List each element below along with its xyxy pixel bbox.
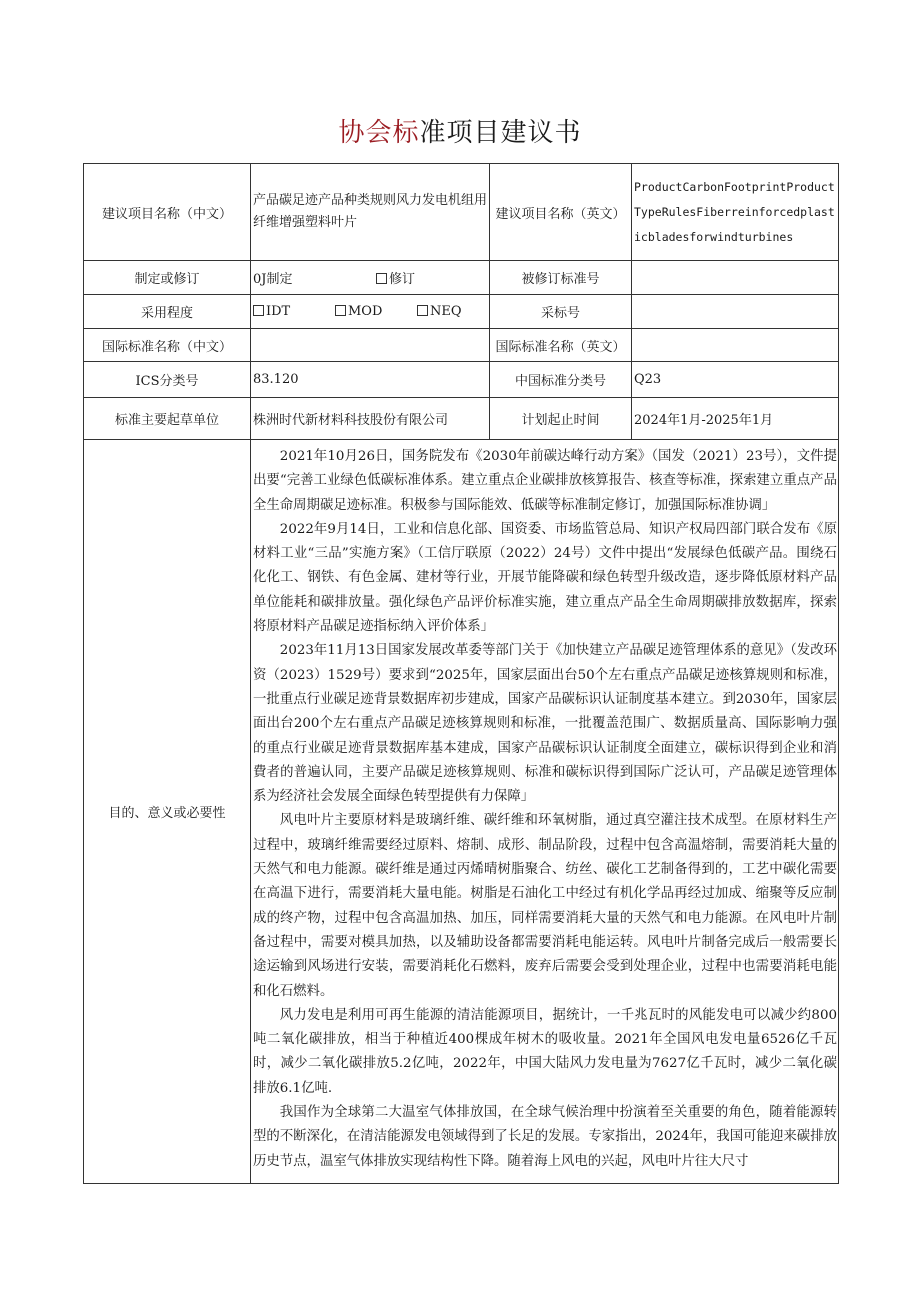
option-mod-label: MOD [348,304,383,319]
value-drafting-unit: 株洲时代新材料科技股份有限公司 [251,398,490,440]
option-neq[interactable] [417,304,462,319]
option-neq-label: NEQ [430,304,462,319]
row-intl-standard [84,329,839,362]
row-purpose [84,440,839,1184]
label-adopted-standard-no: 采标号 [490,295,632,329]
option-revise[interactable] [376,268,415,287]
row-adoption [84,295,839,329]
label-project-name-cn: 建议项目名称（中文） [84,164,251,261]
value-project-name-en: ProductCarbonFootprintProductTypeRulesFiberreinforcedplasticbladesforwindturbines [632,164,839,261]
title-part-2: 准项目建议书 [419,118,582,148]
label-revise: 制定或修订 [84,261,251,295]
label-schedule: 计划起止时间 [490,398,632,440]
value-adoption-options [251,295,490,329]
value-revised-standard-no [632,261,839,295]
purpose-paragraph-4: 风电叶片主要原材料是玻璃纤维、碳纤维和环氧树脂，通过真空灌注技术成型。在原材料生产过程中，玻璃纤维需要经过原料、熔制、成形、制品阶段，过程中包含高温熔制，需要消耗大量的天然气和电力能源。碳纤维是通过丙烯晴树脂聚合、纺丝、碳化工艺制备得到的，工艺中碳化需要在高温下进行，需要消耗大量电能。树脂是石油化工中经过有机化学品再经过加成、缩聚等反应制成的终产物，过程中包含高温加热、加压，同样需要消耗大量的天然气和电力能源。在风电叶片制备过程中，需要对模具加热，以及辅助设备都需要消耗电能运转。风电叶片制备完成后一般需要长途运输到风场进行安装，需要消耗化石燃料，废弃后需要会受到处理企业，过程中也需要消耗电能和化石燃料。 [253,813,837,999]
value-intl-standard-en [632,329,839,362]
purpose-paragraph-2: 2022年9月14日，工业和信息化部、国资委、市场监管总局、知识产权局四部门联合发布《原材料工业“三品”实施方案》（工信厅联原（2022）24号）文件中提出“发展绿色低碳产品。围绕石化化工、钢铁、有色金属、建材等行业，开展节能降碳和绿色转型升级改造，逐步降低原材料产品单位能耗和碳排放量。强化绿色产品评价标准实施，建立重点产品全生命周期碳排放数据库，探索将原材料产品碳足迹指标纳入评价体系」 [253,521,837,635]
purpose-paragraph-6: 我国作为全球第二大温室气体排放国，在全球气候治理中扮演着至关重要的角色，随着能源转型的不断深化，在清洁能源发电领域得到了长足的发展。专家指出，2024年，我国可能迎来碳排放历史节点，温室气体排放实现结构性下降。随着海上风电的兴起，风电叶片往大尺寸 [253,1105,837,1169]
value-project-name-cn: 产品碳足迹产品种类规则风力发电机组用纤维增强塑料叶片 [251,164,490,261]
row-drafting-unit [84,398,839,440]
value-cn-classification: Q23 [632,362,839,398]
page-title [0,112,920,149]
label-cn-classification: 中国标准分类号 [490,362,632,398]
checkbox-revise[interactable] [376,273,387,284]
option-establish[interactable]: 0J制定 [253,272,293,287]
row-project-name [84,164,839,261]
label-revised-standard-no: 被修订标准号 [490,261,632,295]
value-purpose [251,440,839,1184]
value-ics: 83.120 [251,362,490,398]
label-drafting-unit: 标准主要起草单位 [84,398,251,440]
option-revise-label: 修订 [389,272,416,287]
value-schedule: 2024年1月-2025年1月 [632,398,839,440]
purpose-paragraph-1: 2021年10月26日，国务院发布《2030年前碳达峰行动方案》（国发（2021）23号），文件提出要“完善工业绿色低碳标准体系。建立重点企业碳排放核算报告、核查等标准，探索建立重点产品全生命周期碳足迹标准。积极参与国际能效、低碳等标准制定修订，加强国际标准协调」 [253,449,837,513]
title-part-1: 协会标 [338,118,420,148]
purpose-paragraph-3: 2023年11月13日国家发展改革委等部门关于《加快建立产品碳足迹管理体系的意见》（发改环资（2023）1529号）要求到“2025年，国家层面出台50个左右重点产品碳足迹核算规则和标准，一批重点行业碳足迹背景数据库初步建成，国家产品碳标识认证制度基本建立。到2030年，国家层面出台200个左右重点产品碳足迹核算规则和标准，一批覆盖范围广、数据质量高、国际影响力强的重点行业碳足迹背景数据库基本建成，国家产品碳标识认证制度全面建立，碳标识得到企业和消費者的普遍认同，主要产品碳足迹核算规则、标准和碳标识得到国际广泛认可，产品碳足迹管理体系为经济社会发展全面绿色转型提供有力保障」 [253,643,837,805]
row-classification [84,362,839,398]
checkbox-idt[interactable] [253,305,264,316]
label-ics: ICS分类号 [84,362,251,398]
value-adopted-standard-no [632,295,839,329]
option-idt-label: IDT [266,304,291,319]
checkbox-neq[interactable] [417,305,428,316]
label-purpose: 目的、意义或必要性 [84,440,251,1184]
purpose-paragraph-5: 风力发电是利用可再生能源的清洁能源项目，据统计，一千兆瓦时的风能发电可以减少约800吨二氧化碳排放，相当于种植近400棵成年树木的吸收量。2021年全国风电发电量6526亿千瓦时，减少二氧化碳排放5.2亿吨，2022年，中国大陆风力发电量为7627亿千瓦时，减少二氧化碳排放6.1亿吨. [253,1007,837,1096]
option-idt[interactable] [253,304,335,319]
row-revise [84,261,839,295]
label-intl-standard-en: 国际标准名称（英文） [490,329,632,362]
label-project-name-en: 建议项目名称（英文） [490,164,632,261]
proposal-form-table [83,163,839,1184]
value-intl-standard-cn [251,329,490,362]
label-adoption: 采用程度 [84,295,251,329]
value-revise-options [251,261,490,295]
label-intl-standard-cn: 国际标准名称（中文） [84,329,251,362]
checkbox-mod[interactable] [335,305,346,316]
option-mod[interactable] [335,304,417,319]
